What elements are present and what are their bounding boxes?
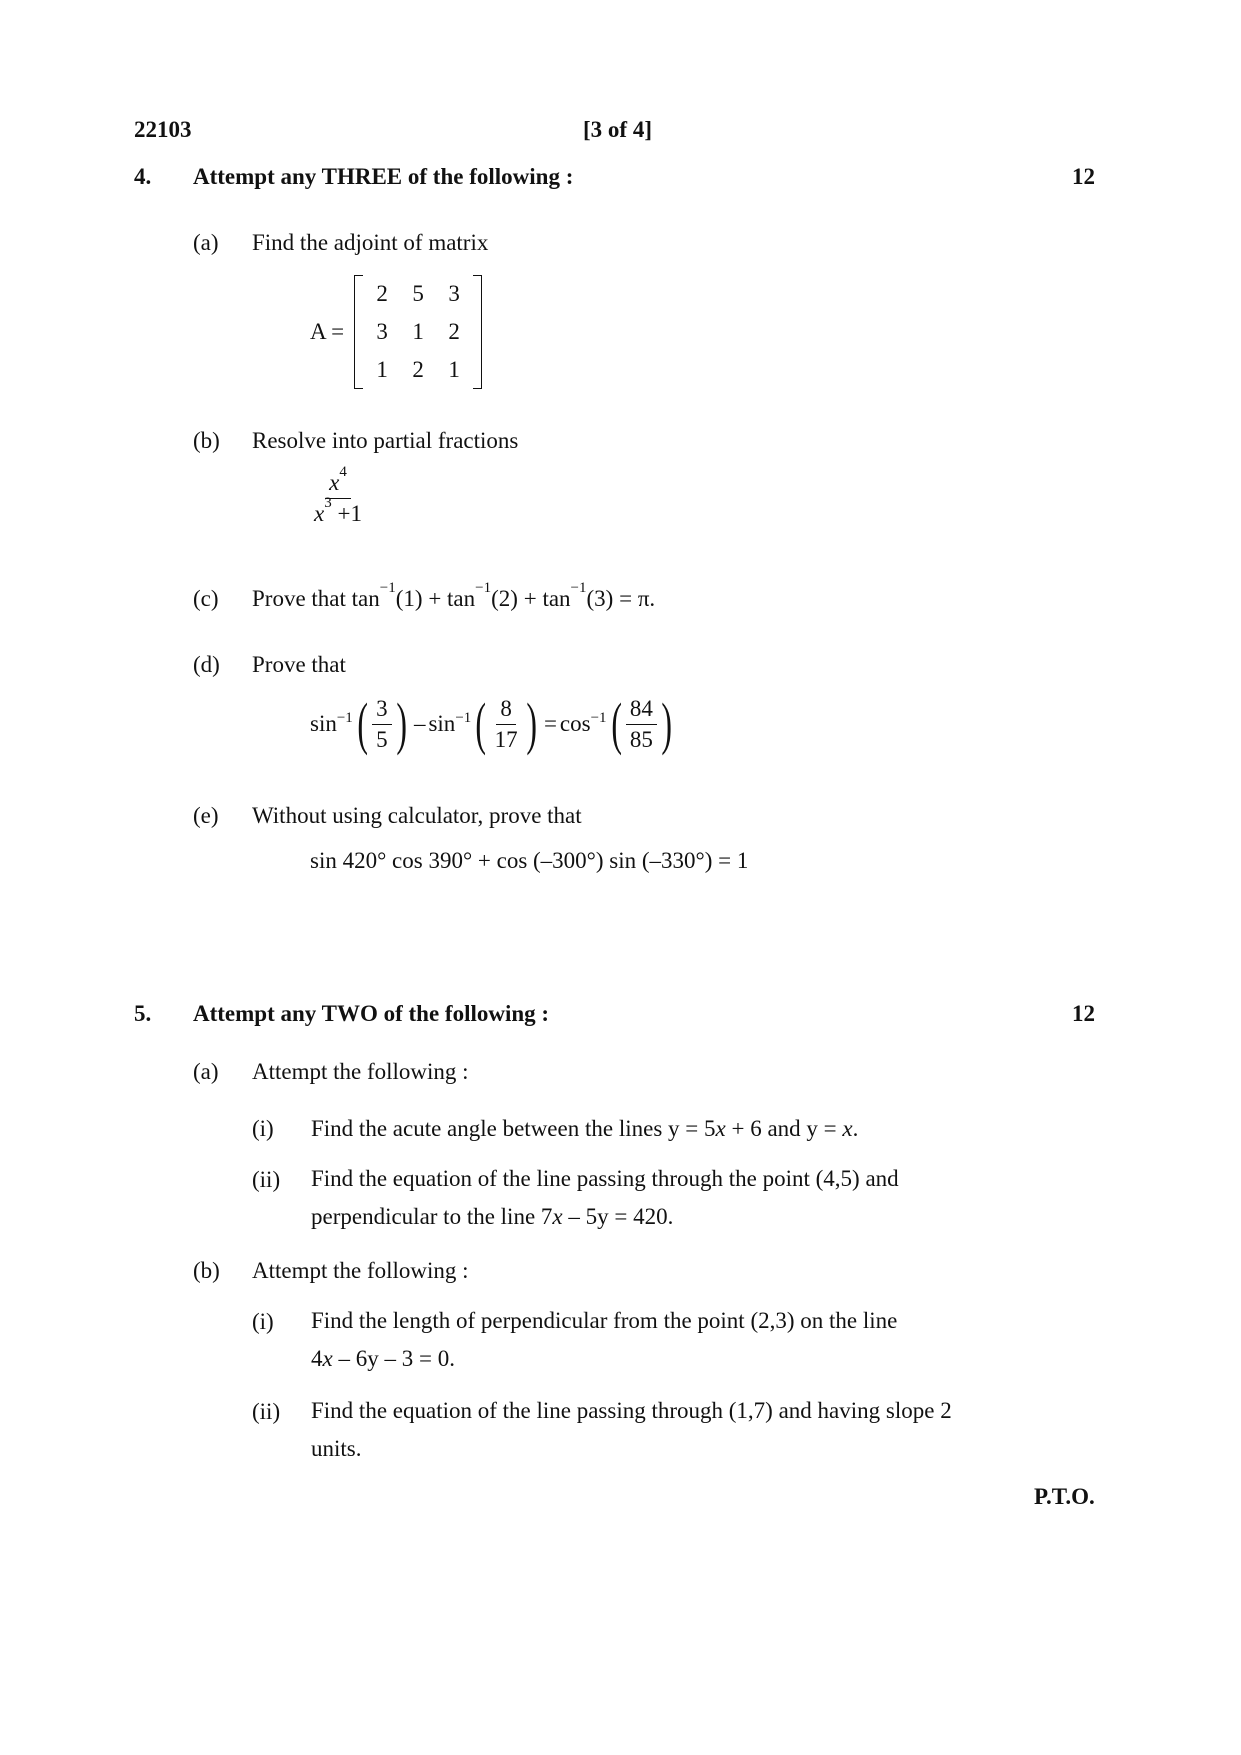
fn: sin (428, 711, 456, 736)
question-number: 4. (134, 164, 152, 189)
question-number: 5. (134, 1001, 152, 1026)
fn: cos (559, 711, 591, 736)
matrix-equation (310, 275, 482, 389)
subquestion-text: Attempt the following : (252, 1258, 469, 1283)
exponent: −1 (570, 580, 587, 596)
var-x: x (715, 1116, 726, 1141)
text-segment: . (852, 1116, 859, 1141)
fn: tan (351, 586, 380, 611)
part-label: (ii) (252, 1167, 281, 1192)
fraction-expression (310, 464, 366, 527)
var-x: x (552, 1204, 563, 1229)
exponent: 4 (339, 464, 347, 480)
part-text (311, 1116, 858, 1142)
subquestion-label: (b) (193, 428, 220, 453)
text-segment: – 5y = 420. (562, 1204, 674, 1229)
part-label: (ii) (252, 1399, 281, 1424)
subquestion-text: Attempt the following : (252, 1059, 469, 1084)
numerator: 8 (496, 696, 516, 725)
text-segment: Find the acute angle between the lines y = 5 (311, 1116, 716, 1141)
var-x: x (322, 1346, 333, 1371)
inverse-trig-equation: sin $^{-1}$ ( $\frac{3}{5}$ ) – sin $^{-1}$ ( $\frac{8}{17}$ ) = cos $^{-1}$ ( $\frac{84}{85}$ ) (310, 691, 672, 756)
matrix-cell: 1 (412, 319, 424, 344)
subquestion-label: (a) (193, 230, 219, 255)
pto-note: P.T.O. (1034, 1484, 1095, 1509)
exponent: −1 (336, 709, 353, 726)
operator: + (422, 586, 448, 611)
text-segment: + 6 and y = (725, 1116, 843, 1141)
matrix-cell: 2 (412, 357, 424, 382)
part-text (311, 1160, 1096, 1236)
question-heading: Attempt any TWO of the following : (193, 1001, 550, 1026)
fn: tan (447, 586, 476, 611)
matrix-a (354, 275, 482, 389)
subquestion-text (252, 580, 656, 612)
var-x: x (314, 501, 325, 526)
prove-prefix: Prove that (252, 586, 352, 611)
subquestion-text: Find the adjoint of matrix (252, 230, 489, 255)
text-segment: 4 (311, 1346, 323, 1371)
part-label: (i) (252, 1309, 274, 1334)
part-text (311, 1392, 1096, 1468)
matrix-cell: 3 (448, 281, 460, 306)
subquestion-text: Resolve into partial fractions (252, 428, 519, 453)
matrix-cell: 5 (412, 281, 424, 306)
numerator: 3 (372, 696, 392, 725)
subquestion-label: (d) (193, 652, 220, 677)
exponent: −1 (379, 580, 396, 596)
denominator: 5 (376, 726, 388, 752)
exponent: −1 (590, 709, 607, 726)
den-rest: +1 (331, 501, 362, 526)
var-x: x (329, 470, 340, 495)
part-text (311, 1302, 1096, 1378)
text-line: units. (311, 1436, 362, 1461)
matrix-cell: 2 (376, 281, 388, 306)
text-segment: – 6y – 3 = 0. (332, 1346, 455, 1371)
operator: – (413, 711, 426, 736)
text-line: Find the length of perpendicular from the point (2,3) on the line (311, 1308, 898, 1333)
arg: (1) (395, 586, 423, 611)
matrix-cell: 1 (376, 357, 388, 382)
matrix-name: A = (310, 319, 345, 344)
numerator: 84 (626, 696, 657, 725)
denominator: 85 (629, 726, 653, 752)
exponent: 3 (324, 495, 332, 511)
question-marks: 12 (1072, 164, 1095, 189)
subquestion-label: (b) (193, 1258, 220, 1283)
question-heading: Attempt any THREE of the following : (193, 164, 574, 189)
subquestion-text: Without using calculator, prove that (252, 803, 582, 828)
trig-equation: sin 420° cos 390° + cos (–300°) sin (–330°) = 1 (310, 848, 749, 873)
matrix-cell: 3 (376, 319, 388, 344)
part-label: (i) (252, 1116, 274, 1141)
question-marks: 12 (1072, 1001, 1095, 1026)
matrix-cell: 2 (448, 319, 460, 344)
subquestion-label: (c) (193, 586, 219, 611)
page-indicator: [3 of 4] (583, 117, 652, 142)
exponent: −1 (475, 580, 492, 596)
text-line: Find the equation of the line passing through the point (4,5) and (311, 1166, 899, 1191)
paper-code: 22103 (134, 117, 192, 142)
operator: = π. (613, 586, 656, 611)
exponent: −1 (455, 709, 472, 726)
arg: (2) (491, 586, 518, 611)
fn: tan (542, 586, 571, 611)
operator: + (517, 586, 543, 611)
denominator: 17 (494, 726, 518, 752)
text-line: Find the equation of the line passing through (1,7) and having slope 2 (311, 1398, 952, 1423)
var-x: x (842, 1116, 853, 1141)
operator: = (543, 711, 557, 736)
subquestion-text: Prove that (252, 652, 346, 677)
subquestion-label: (a) (193, 1059, 219, 1084)
text-segment: perpendicular to the line 7 (311, 1204, 553, 1229)
matrix-cell: 1 (448, 357, 460, 382)
fn: sin (310, 711, 337, 736)
subquestion-label: (e) (193, 803, 219, 828)
arg: (3) (586, 586, 614, 611)
